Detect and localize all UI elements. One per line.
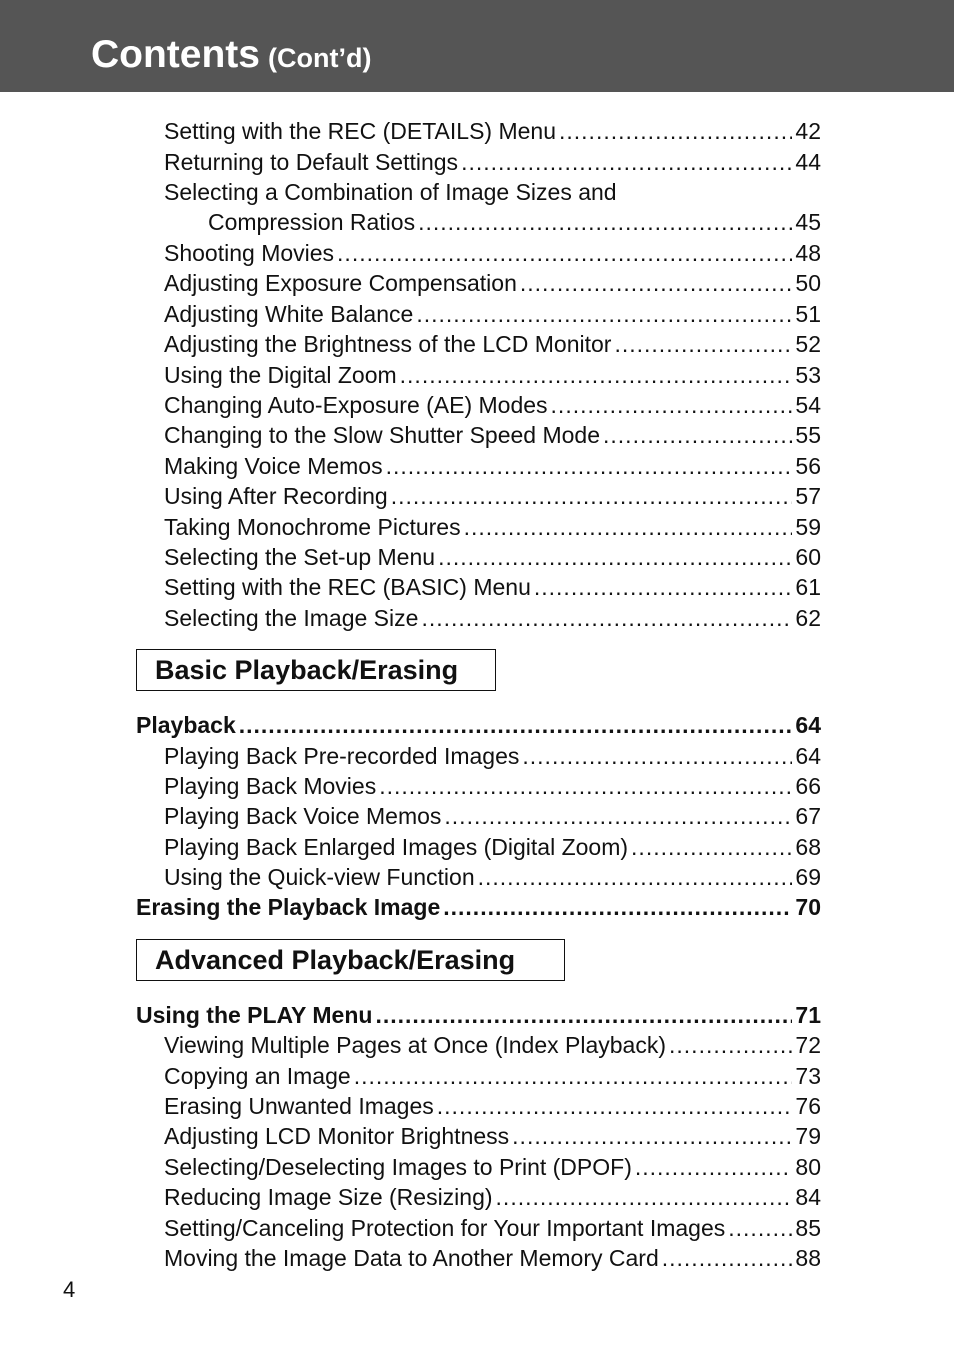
toc-entry[interactable]: Making Voice Memos ..... 56 — [164, 451, 821, 481]
toc-entry[interactable]: Setting with the REC (DETAILS) Menu ..... 42 — [164, 116, 821, 146]
toc-entry[interactable]: Using After Recording ..... 57 — [164, 481, 821, 511]
toc-entry[interactable]: Changing Auto-Exposure (AE) Modes ..... 54 — [164, 390, 821, 420]
toc-entry[interactable]: Playing Back Voice Memos ..... 67 — [164, 801, 821, 831]
toc-entry[interactable]: Moving the Image Data to Another Memory Card ..... 88 — [164, 1243, 821, 1273]
section-heading-advanced: Advanced Playback/Erasing — [136, 939, 565, 981]
toc-entry[interactable]: Selecting the Set-up Menu ..... 60 — [164, 542, 821, 572]
toc-entry[interactable]: Selecting/Deselecting Images to Print (DPOF) ..... 80 — [164, 1152, 821, 1182]
toc-entry[interactable]: Changing to the Slow Shutter Speed Mode ..... 55 — [164, 420, 821, 450]
toc-entry[interactable]: Adjusting Exposure Compensation ..... 50 — [164, 268, 821, 298]
toc-entry-bold[interactable]: Playback ..... 64 — [136, 710, 821, 740]
page-header — [0, 0, 954, 92]
toc-entry[interactable]: Using the Quick-view Function ..... 69 — [164, 862, 821, 892]
title-subtitle: (Cont’d) — [268, 43, 372, 73]
toc-entry[interactable]: Using the Digital Zoom ..... 53 — [164, 360, 821, 390]
section-heading-basic: Basic Playback/Erasing — [136, 649, 496, 691]
page-number: 4 — [63, 1277, 76, 1302]
toc-entry[interactable]: Shooting Movies ..... 48 — [164, 238, 821, 268]
toc-entry[interactable]: Copying an Image ..... 73 — [164, 1061, 821, 1091]
toc-entry[interactable]: Selecting a Combination of Image Sizes and — [164, 179, 617, 205]
toc-entry[interactable]: Setting with the REC (BASIC) Menu ..... 61 — [164, 572, 821, 602]
toc-entry-bold[interactable]: Erasing the Playback Image ..... 70 — [136, 892, 821, 922]
toc-entry[interactable]: Adjusting White Balance ..... 51 — [164, 299, 821, 329]
toc-entry[interactable]: Returning to Default Settings ..... 44 — [164, 147, 821, 177]
toc-entry[interactable]: Playing Back Enlarged Images (Digital Zoom) ..... 68 — [164, 832, 821, 862]
title-main: Contents — [91, 33, 260, 76]
toc-entry[interactable]: Selecting the Image Size ..... 62 — [164, 603, 821, 633]
toc-entry[interactable]: Adjusting LCD Monitor Brightness ..... 79 — [164, 1121, 821, 1151]
toc-entry-bold[interactable]: Using the PLAY Menu ..... 71 — [136, 1000, 821, 1030]
toc-entry[interactable]: Erasing Unwanted Images ..... 76 — [164, 1091, 821, 1121]
toc-entry[interactable]: Adjusting the Brightness of the LCD Monitor ..... 52 — [164, 329, 821, 359]
toc-entry[interactable]: Setting/Canceling Protection for Your Important Images ..... 85 — [164, 1213, 821, 1243]
toc-entry[interactable]: Viewing Multiple Pages at Once (Index Playback) ..... 72 — [164, 1030, 821, 1060]
toc-entry[interactable]: Playing Back Pre-recorded Images ..... 64 — [164, 741, 821, 771]
page-title — [91, 30, 371, 83]
toc-entry[interactable]: Taking Monochrome Pictures ..... 59 — [164, 512, 821, 542]
toc-entry[interactable]: Compression Ratios ..... 45 — [208, 207, 821, 237]
toc-entry[interactable]: Playing Back Movies ..... 66 — [164, 771, 821, 801]
toc-entry[interactable]: Reducing Image Size (Resizing) ..... 84 — [164, 1182, 821, 1212]
